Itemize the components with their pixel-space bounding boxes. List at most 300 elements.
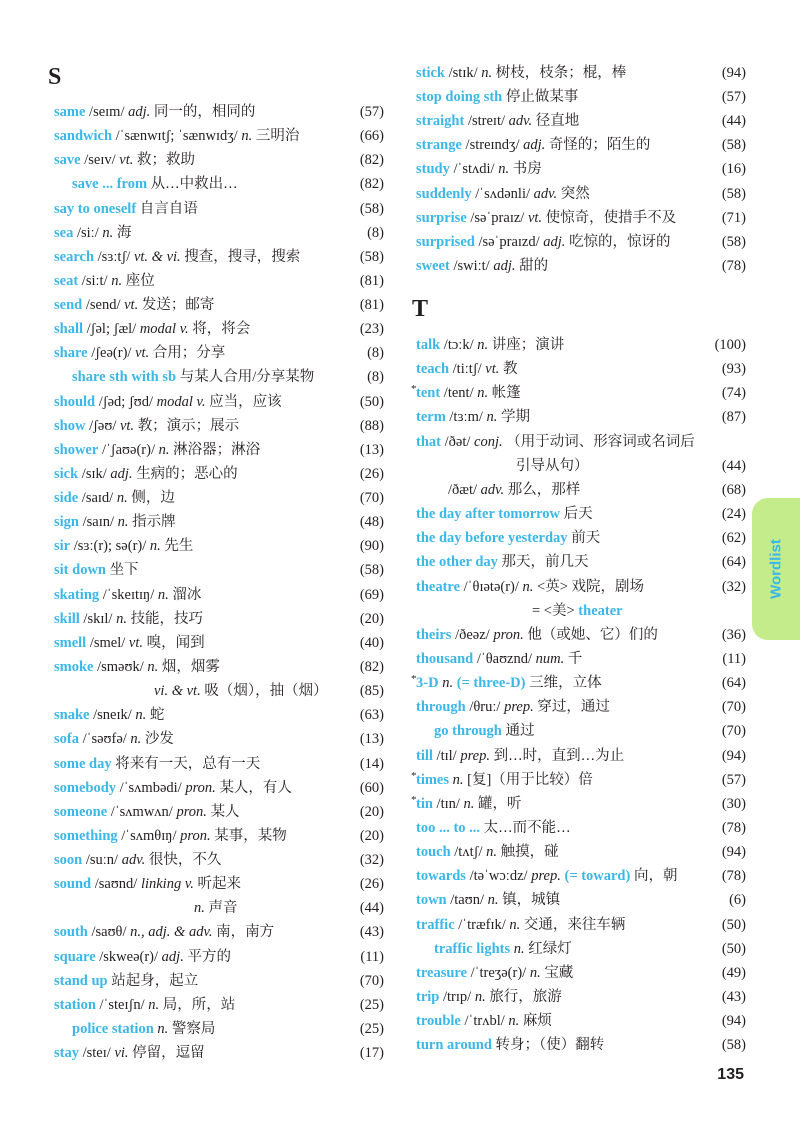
- part-of-speech: adv.: [533, 185, 558, 202]
- part-of-speech: n.: [513, 940, 525, 957]
- phonetic: /trɪp/: [442, 989, 472, 1006]
- phonetic: /ˈskeɪtɪŋ/: [102, 586, 155, 603]
- headword: save ... from: [72, 176, 148, 193]
- page-reference: (57): [359, 104, 384, 120]
- dictionary-entry: [54, 173, 384, 195]
- headword: times: [416, 771, 450, 788]
- headword: traffic: [416, 916, 455, 933]
- phonetic: /ˈθaʊznd/: [476, 650, 533, 667]
- dictionary-entry: [416, 938, 746, 960]
- headword: towards: [416, 868, 466, 885]
- headword: seat: [54, 272, 79, 289]
- dictionary-entry: [54, 463, 384, 485]
- dictionary-entry: [54, 318, 384, 340]
- definition: 罐，听: [478, 795, 522, 812]
- variant-form: theater: [578, 602, 623, 619]
- dictionary-entry: [416, 576, 746, 598]
- headword: share: [54, 345, 88, 362]
- page-reference: (70): [359, 972, 384, 989]
- page-reference: (81): [359, 297, 384, 314]
- page-reference: (8): [367, 224, 384, 241]
- page-reference: (70): [721, 699, 746, 716]
- definition: 到…时，直到…为止: [493, 747, 625, 764]
- part-of-speech: n.: [117, 514, 129, 531]
- headword: stick: [416, 65, 445, 81]
- phonetic: /ˈtrʌbl/: [464, 1013, 505, 1030]
- page-reference: (57): [721, 771, 746, 788]
- headword: traffic lights: [434, 940, 511, 957]
- dictionary-entry: [54, 125, 384, 147]
- phonetic: /ˈtreʒə(r)/: [470, 964, 527, 981]
- page-reference: (40): [359, 634, 384, 651]
- phonetic: /səˈpraɪz/: [470, 209, 525, 226]
- part-of-speech: vt.: [124, 297, 139, 314]
- dictionary-entry: [54, 1018, 384, 1040]
- part-of-speech: modal v.: [156, 393, 206, 410]
- page-reference: (17): [359, 1045, 384, 1062]
- page-reference: (82): [359, 152, 384, 169]
- headword: south: [54, 924, 88, 941]
- part-of-speech: n.: [442, 675, 454, 692]
- dictionary-entry: [54, 391, 384, 413]
- part-of-speech: adv.: [121, 852, 146, 869]
- page-reference: (62): [721, 530, 746, 547]
- dictionary-entry: [54, 608, 384, 630]
- page-reference: (64): [721, 554, 746, 571]
- star-mark: *: [411, 673, 417, 686]
- dictionary-entry: [416, 745, 746, 767]
- star-mark: *: [411, 383, 417, 396]
- phonetic: /ʃəʊ/: [89, 417, 117, 434]
- page-number: 135: [717, 1066, 744, 1083]
- headword: say to oneself: [54, 200, 137, 217]
- phonetic: /sməʊk/: [97, 658, 144, 675]
- part-of-speech: n.: [116, 490, 128, 507]
- part-of-speech: n.: [130, 731, 142, 748]
- phonetic: /sɪk/: [81, 465, 107, 482]
- definition: 溜冰: [172, 586, 202, 603]
- dictionary-entry: [416, 986, 746, 1008]
- headword: snake: [54, 707, 90, 724]
- page-reference: (25): [359, 1020, 384, 1037]
- dictionary-entry: [54, 342, 384, 364]
- definition: 将来有一天，总有一天: [115, 755, 261, 772]
- dictionary-entry: [54, 1042, 384, 1064]
- dictionary-entry: [54, 222, 384, 244]
- headword: treasure: [416, 964, 468, 981]
- headword: skating: [54, 586, 100, 603]
- headword: theirs: [416, 626, 452, 643]
- definition: 触摸，碰: [500, 844, 559, 861]
- definition: 他（或她、它）们的: [527, 626, 658, 643]
- dictionary-entry: [54, 946, 384, 968]
- page-reference: (74): [721, 385, 746, 402]
- phonetic: /taʊn/: [450, 892, 484, 909]
- dictionary-entry: [416, 600, 746, 622]
- headword: police station: [72, 1020, 154, 1037]
- headword: someone: [54, 803, 108, 820]
- phonetic: /smel/: [89, 634, 126, 651]
- phonetic: /skweə(r)/: [99, 948, 159, 965]
- page-reference: (11): [722, 650, 746, 667]
- definition: 先生: [164, 538, 194, 555]
- definition: 树枝，枝条；棍，棒: [495, 65, 627, 81]
- page-reference: (26): [359, 465, 384, 482]
- part-of-speech: n.: [486, 409, 498, 426]
- page-reference: (57): [721, 89, 746, 106]
- headword: theatre: [416, 578, 461, 595]
- dictionary-entry: [54, 246, 384, 268]
- phonetic: /ˈsəʊfə/: [82, 731, 127, 748]
- part-of-speech: n.: [463, 795, 475, 812]
- dictionary-entry: [416, 817, 746, 839]
- part-of-speech: modal v.: [139, 321, 189, 338]
- part-of-speech: adj.: [161, 948, 184, 965]
- definition: 听起来: [197, 876, 241, 893]
- part-of-speech: adj.: [493, 257, 516, 274]
- definition: 宝藏: [544, 964, 574, 981]
- definition: 局，所，站: [162, 996, 236, 1013]
- definition: 站起身，起立: [111, 972, 199, 989]
- headword: sweet: [416, 257, 450, 274]
- definition: 坐下: [109, 562, 139, 579]
- phonetic: /streɪndʒ/: [465, 137, 520, 154]
- headword: suddenly: [416, 185, 472, 202]
- definition: 通过: [505, 723, 535, 740]
- page-reference: (58): [359, 248, 384, 265]
- dictionary-entry: [416, 914, 746, 936]
- definition: 平方的: [187, 948, 231, 965]
- part-of-speech: conj.: [474, 433, 503, 450]
- phonetic: /ʃeə(r)/: [91, 345, 132, 362]
- dictionary-entry: [54, 656, 384, 678]
- headword: the day after tomorrow: [416, 506, 561, 523]
- headword: shall: [54, 321, 84, 338]
- page-reference: (90): [359, 538, 384, 555]
- part-of-speech: n.: [508, 1013, 520, 1030]
- part-of-speech: vi. & vt.: [154, 683, 201, 700]
- headword: share sth with sb: [72, 369, 177, 386]
- part-of-speech: pron.: [180, 827, 211, 844]
- definition: 侧，边: [131, 490, 175, 507]
- page-reference: (93): [721, 361, 746, 378]
- headword: go through: [434, 723, 502, 740]
- part-of-speech: pron.: [185, 779, 216, 796]
- definition: 停止做某事: [505, 89, 579, 106]
- headword: save: [54, 152, 81, 169]
- page-reference: (82): [359, 658, 384, 675]
- phonetic: /ˈsteɪʃn/: [99, 996, 145, 1013]
- page-reference: (87): [721, 409, 746, 426]
- dictionary-entry: [416, 134, 746, 156]
- variant-form: (= toward): [564, 868, 631, 885]
- phonetic: /tɪn/: [436, 795, 460, 812]
- dictionary-entry: [416, 841, 746, 863]
- headword: show: [54, 417, 86, 434]
- headword: that: [416, 433, 441, 450]
- definition: 南，南方: [216, 924, 275, 941]
- phonetic: /ðət/: [444, 433, 471, 450]
- part-of-speech: prep.: [531, 868, 561, 885]
- headword: side: [54, 490, 79, 507]
- definition: 吸（烟），抽（烟）: [204, 683, 328, 700]
- page-reference: (82): [359, 176, 384, 193]
- part-of-speech: n.: [486, 844, 497, 861]
- dictionary-entry: [416, 648, 746, 670]
- definition: 交通，来往车辆: [523, 916, 626, 933]
- dictionary-entry: [411, 382, 746, 404]
- part-of-speech: adv.: [508, 113, 533, 130]
- page-reference: (94): [721, 747, 746, 764]
- page-reference: (71): [721, 209, 746, 226]
- dictionary-entry: [54, 825, 384, 847]
- phonetic: /ˈsænwɪtʃ; ˈsænwɪdʒ/: [115, 128, 238, 145]
- part-of-speech: n.: [102, 224, 114, 241]
- headword: town: [416, 892, 447, 909]
- definition: 那么，那样: [507, 481, 581, 498]
- phonetic: /saɪn/: [82, 514, 115, 531]
- part-of-speech: n.: [111, 272, 123, 289]
- definition: 教；演示；展示: [137, 417, 240, 434]
- phonetic: /steɪ/: [82, 1045, 111, 1062]
- page-reference: (23): [359, 321, 384, 338]
- headword: something: [54, 827, 118, 844]
- phonetic: /ˈʃaʊə(r)/: [101, 441, 155, 458]
- dictionary-entry: [54, 632, 384, 654]
- page-reference: (58): [359, 200, 384, 217]
- dictionary-entry: [416, 865, 746, 887]
- phonetic: /tʌtʃ/: [454, 844, 483, 861]
- dictionary-entry: [416, 406, 746, 428]
- definition: 突然: [560, 185, 590, 202]
- phonetic: /saʊnd/: [94, 876, 138, 893]
- definition: 发送；邮寄: [141, 297, 215, 314]
- headword: should: [54, 393, 96, 410]
- page-reference: (50): [359, 393, 384, 410]
- part-of-speech: adj.: [128, 104, 151, 120]
- headword: till: [416, 747, 433, 764]
- dictionary-entry: [416, 231, 746, 253]
- dictionary-entry: [416, 962, 746, 984]
- definition: 沙发: [144, 731, 174, 748]
- headword: stop doing sth: [416, 89, 503, 106]
- dictionary-entry: [416, 358, 746, 380]
- definition: 搜查，搜寻，搜索: [184, 248, 301, 265]
- dictionary-entry: [416, 62, 746, 84]
- phonetic: /ˈθɪətə(r)/: [463, 578, 519, 595]
- phonetic: /θruː/: [469, 699, 501, 716]
- definition: 蛇: [149, 707, 165, 724]
- dictionary-entry: [54, 535, 384, 557]
- dictionary-entry: [54, 415, 384, 437]
- part-of-speech: n.: [241, 128, 253, 145]
- headword: surprised: [416, 233, 475, 250]
- definition: 警察局: [171, 1020, 216, 1037]
- headword: thousand: [416, 650, 474, 667]
- page-reference: (20): [359, 827, 384, 844]
- headword: study: [416, 161, 450, 178]
- phonetic: /səˈpraɪzd/: [478, 233, 540, 250]
- star-mark: *: [411, 793, 417, 806]
- page-reference: (58): [721, 185, 746, 202]
- definition: 某人: [210, 803, 240, 820]
- definition: <英> 戏院，剧场: [537, 578, 645, 595]
- page-reference: (24): [721, 506, 746, 523]
- dictionary-entry: [411, 793, 746, 815]
- part-of-speech: n.: [498, 161, 510, 178]
- page-reference: (14): [359, 755, 384, 772]
- part-of-speech: n.: [157, 1020, 169, 1037]
- dictionary-entry: [416, 551, 746, 573]
- headword: somebody: [54, 779, 117, 796]
- definition: 太…而不能…: [483, 820, 571, 836]
- headword: tin: [416, 795, 433, 812]
- page-reference: (6): [729, 892, 746, 909]
- phonetic: /ˈsʌmwʌn/: [110, 803, 173, 820]
- dictionary-entry: [54, 680, 384, 702]
- definition: 红绿灯: [528, 940, 572, 957]
- definition: 转身；（使）翻转: [495, 1037, 605, 1054]
- headword: the day before yesterday: [416, 530, 568, 547]
- dictionary-entry: [416, 334, 746, 356]
- definition: 奇怪的；陌生的: [548, 137, 651, 154]
- definition: 教: [502, 361, 518, 378]
- dictionary-entry: [416, 527, 746, 549]
- phonetic: /tɔːk/: [443, 337, 474, 353]
- phonetic: /skɪl/: [83, 610, 113, 627]
- headword: sign: [54, 514, 79, 531]
- definition: 使惊奇，使措手不及: [545, 209, 677, 226]
- dictionary-entry: [416, 696, 746, 718]
- definition: 救；救助: [136, 152, 195, 169]
- page-reference: (50): [721, 940, 746, 957]
- phonetic: /ʃəl; ʃæl/: [86, 321, 137, 338]
- part-of-speech: n.: [135, 707, 147, 724]
- dictionary-entry: [54, 704, 384, 726]
- dictionary-entry: [411, 769, 746, 791]
- dictionary-entry: [416, 1010, 746, 1032]
- phonetic: /ˈtræfɪk/: [458, 916, 506, 933]
- dictionary-entry: [54, 559, 384, 581]
- headword: surprise: [416, 209, 467, 226]
- page-reference: (13): [359, 441, 384, 458]
- part-of-speech: n.: [116, 610, 127, 627]
- phonetic: /swiːt/: [453, 257, 490, 274]
- definition: 很快，不久: [148, 852, 222, 869]
- headword: sea: [54, 224, 74, 241]
- page-reference: (25): [359, 996, 384, 1013]
- dictionary-entry: [54, 149, 384, 171]
- phonetic: /təˈwɔːdz/: [469, 868, 528, 885]
- page-reference: (32): [359, 852, 384, 869]
- part-of-speech: linking v.: [140, 876, 194, 893]
- definition: 同一的，相同的: [153, 104, 256, 120]
- page-reference: (94): [721, 844, 746, 861]
- definition: 穿过，通过: [537, 699, 610, 716]
- definition: 嗅，闻到: [146, 634, 205, 651]
- definition: 向，朝: [633, 868, 678, 885]
- definition: （用于动词、形容词或名词后: [506, 433, 695, 450]
- headword: strange: [416, 137, 462, 154]
- part-of-speech: vt.: [135, 345, 150, 362]
- phonetic: /seɪm/: [89, 104, 125, 120]
- definition: 指示牌: [132, 514, 176, 531]
- phonetic: /siː/: [76, 224, 99, 241]
- definition: [复]（用于比较）倍: [467, 771, 593, 788]
- phonetic: /ˈstʌdi/: [453, 161, 495, 178]
- dictionary-entry: [416, 207, 746, 229]
- dictionary-entry: [54, 366, 384, 388]
- dictionary-entry: [416, 455, 746, 477]
- page-reference: (66): [359, 128, 384, 145]
- page-reference: (58): [359, 562, 384, 579]
- headword: too ... to ...: [416, 820, 481, 836]
- page-reference: (20): [359, 610, 384, 627]
- headword: sir: [54, 538, 71, 555]
- phonetic: /stɪk/: [448, 65, 478, 81]
- phonetic: /ˈsʌdənli/: [475, 185, 531, 202]
- definition: 与某人合用/分享某物: [179, 369, 315, 386]
- dictionary-entry: [54, 849, 384, 871]
- phonetic: /ðæt/: [448, 481, 478, 498]
- definition: 径直地: [535, 113, 580, 130]
- dictionary-entry: [416, 889, 746, 911]
- definition: 吃惊的，惊讶的: [569, 233, 671, 250]
- headword: teach: [416, 361, 450, 378]
- definition: 自言自语: [139, 200, 198, 217]
- wordlist-tab-label: Wordlist: [767, 539, 785, 599]
- phonetic: /ˈsʌmθɪŋ/: [121, 827, 177, 844]
- page-reference: (11): [360, 948, 384, 965]
- headword: through: [416, 699, 466, 716]
- headword: term: [416, 409, 446, 426]
- phonetic: /streɪt/: [467, 113, 506, 130]
- headword: touch: [416, 844, 451, 861]
- dictionary-entry: [416, 158, 746, 180]
- part-of-speech: pron.: [493, 626, 524, 643]
- part-of-speech: n.: [509, 916, 521, 933]
- headword: talk: [416, 337, 441, 353]
- page-reference: (26): [359, 876, 384, 893]
- headword: send: [54, 297, 83, 314]
- definition: 引导从句）: [516, 457, 589, 474]
- dictionary-entry: [54, 897, 384, 919]
- part-of-speech: adj.: [543, 233, 566, 250]
- part-of-speech: n.: [148, 996, 160, 1013]
- page-reference: (70): [359, 490, 384, 507]
- headword: smell: [54, 634, 87, 651]
- headword: same: [54, 104, 86, 120]
- headword: station: [54, 996, 96, 1013]
- definition: 淋浴器；淋浴: [173, 441, 261, 458]
- part-of-speech: vt.: [119, 417, 135, 434]
- page-reference: (43): [721, 989, 746, 1006]
- definition: 三明治: [255, 128, 300, 145]
- headword: smoke: [54, 658, 94, 675]
- wordlist-side-tab[interactable]: [752, 498, 800, 640]
- page-reference: (64): [721, 675, 746, 692]
- definition: 某事，某物: [214, 827, 287, 844]
- page-reference: (78): [721, 820, 746, 836]
- part-of-speech: adj.: [110, 465, 133, 482]
- page-reference: (49): [721, 964, 746, 981]
- part-of-speech: n., adj. & adv.: [130, 924, 213, 941]
- definition: 那天，前几天: [501, 554, 589, 571]
- headword: sofa: [54, 731, 79, 748]
- dictionary-entry: [54, 777, 384, 799]
- dictionary-entry: [54, 921, 384, 943]
- page-reference: (20): [359, 803, 384, 820]
